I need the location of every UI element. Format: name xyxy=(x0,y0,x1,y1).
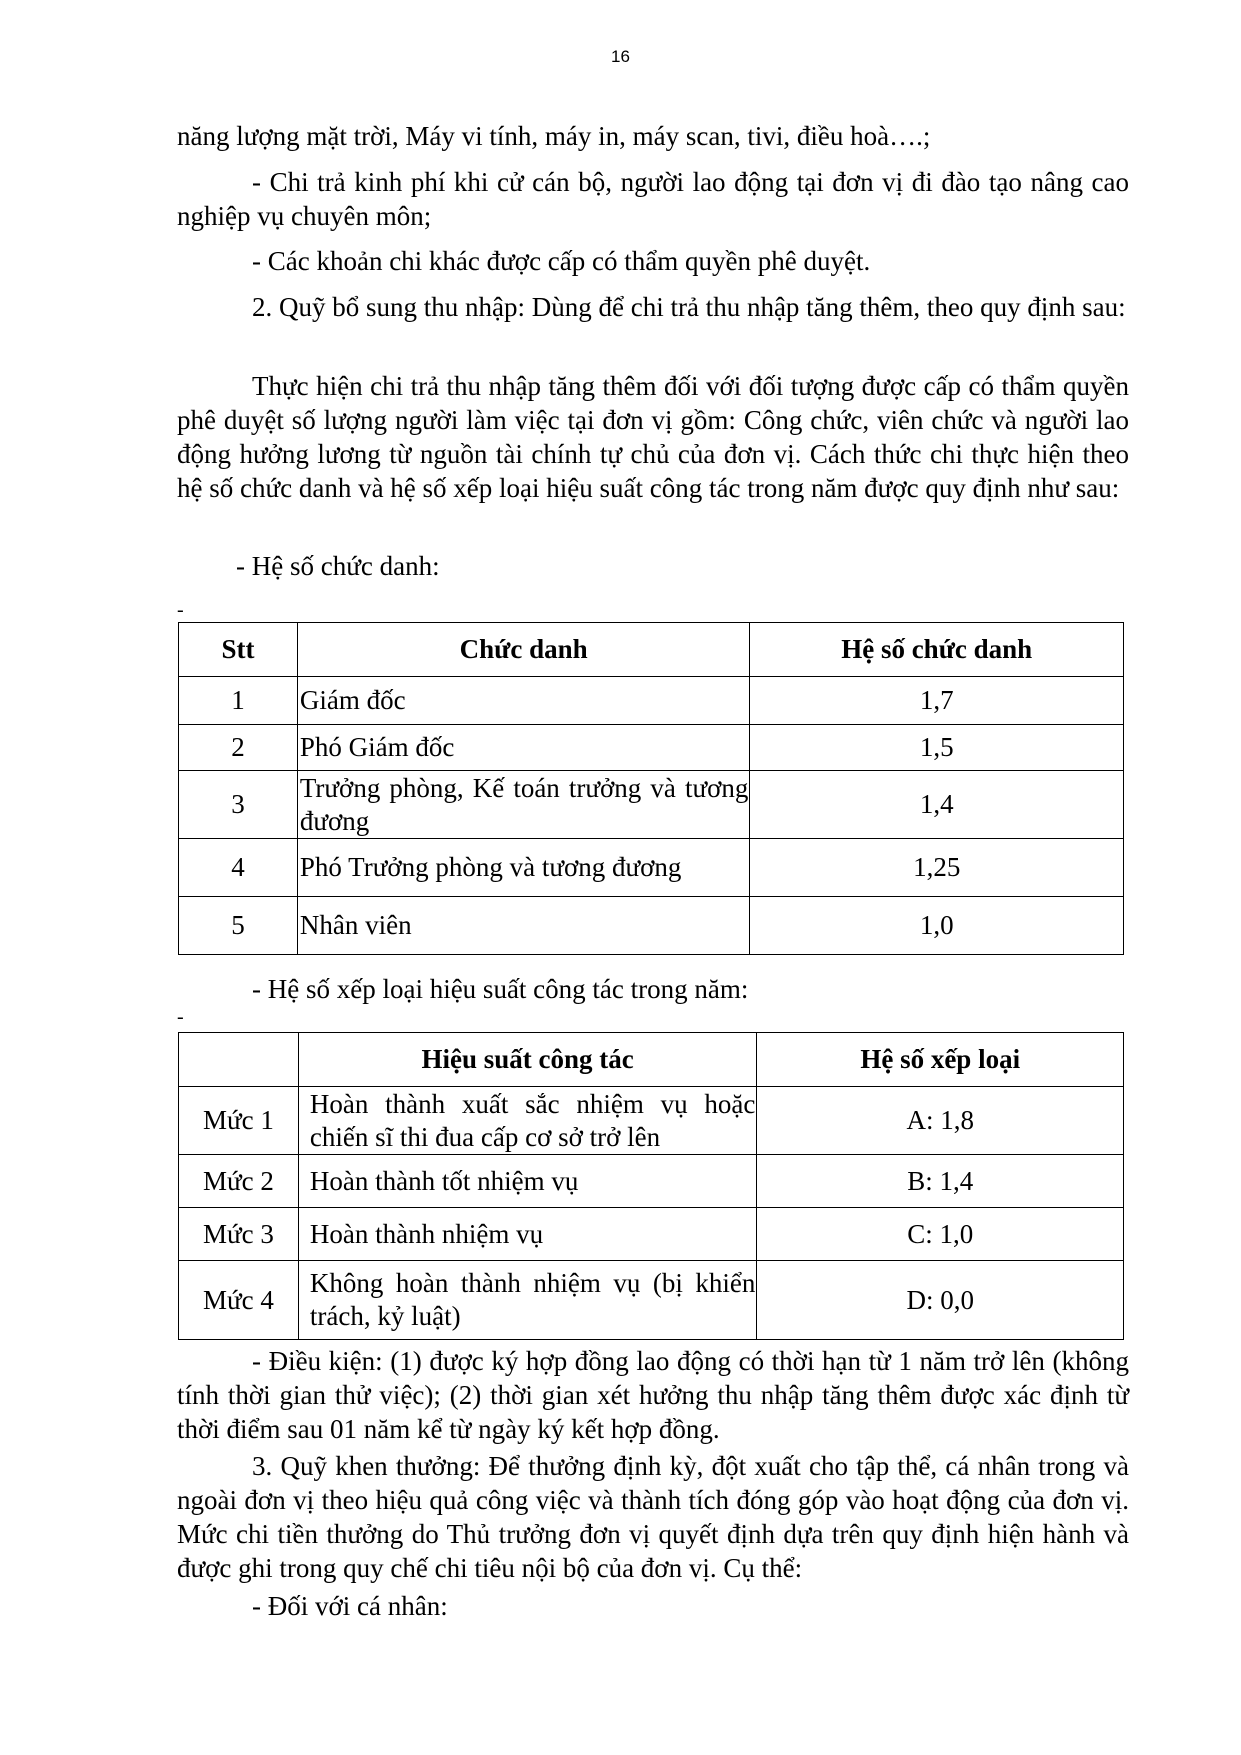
row-performance: Không hoàn thành nhiệm vụ (bị khiển trách, kỷ luật) xyxy=(298,1261,757,1340)
row-title: Nhân viên xyxy=(297,897,750,955)
row-stt: 3 xyxy=(179,771,298,839)
header-performance: Hiệu suất công tác xyxy=(298,1033,757,1087)
performance-rating-table xyxy=(178,1032,1124,1340)
table-row xyxy=(179,839,1124,897)
paragraph-conditions: - Điều kiện: (1) được ký hợp đồng lao động có thời hạn từ 1 năm trở lên (không tính thời gian thử việc); (2) thời gian xét hưởng thu nhập tăng thêm được xác định từ thời điểm sau 01 năm kể từ ngày ký kết hợp đồng. xyxy=(177,1346,1129,1444)
row-level: Mức 3 xyxy=(179,1208,299,1261)
row-rating: A: 1,8 xyxy=(757,1087,1124,1155)
paragraph-individuals: - Đối với cá nhân: xyxy=(252,1591,448,1621)
page-number: 16 xyxy=(611,47,630,66)
paragraph-income-implementation: Thực hiện chi trả thu nhập tăng thêm đối với đối tượng được cấp có thẩm quyền phê duyệt số lượng người làm việc tại đơn vị gồm: Công chức, viên chức và người lao động hưởng lương từ nguồn tài chính tự chủ của đơn vị. Cách thức chi thực hiện theo hệ số chức danh và hệ số xếp loại hiệu suất công tác trong năm được quy định như sau: xyxy=(177,371,1129,503)
row-coefficient: 1,5 xyxy=(750,725,1124,771)
row-performance: Hoàn thành nhiệm vụ xyxy=(298,1208,757,1261)
row-title: Trưởng phòng, Kế toán trưởng và tương đương xyxy=(297,771,750,839)
table-row xyxy=(179,1261,1124,1340)
table-row xyxy=(179,1087,1124,1155)
table-row xyxy=(179,677,1124,725)
row-title: Giám đốc xyxy=(297,677,750,725)
table-row xyxy=(179,1155,1124,1208)
paragraph-equipment-list: năng lượng mặt trời, Máy vi tính, máy in, máy scan, tivi, điều hoà….; xyxy=(177,121,931,151)
row-stt: 2 xyxy=(179,725,298,771)
table-row xyxy=(179,1208,1124,1261)
row-rating: D: 0,0 xyxy=(757,1261,1124,1340)
row-stt: 5 xyxy=(179,897,298,955)
header-stt: Stt xyxy=(179,623,298,677)
table-row xyxy=(179,725,1124,771)
stray-dash-1: - xyxy=(177,599,184,621)
row-level: Mức 2 xyxy=(179,1155,299,1208)
paragraph-income-fund: 2. Quỹ bổ sung thu nhập: Dùng để chi trả thu nhập tăng thêm, theo quy định sau: xyxy=(252,292,1126,322)
row-title: Phó Trưởng phòng và tương đương xyxy=(297,839,750,897)
row-coefficient: 1,7 xyxy=(750,677,1124,725)
row-rating: B: 1,4 xyxy=(757,1155,1124,1208)
row-title: Phó Giám đốc xyxy=(297,725,750,771)
header-level xyxy=(179,1033,299,1087)
row-coefficient: 1,4 xyxy=(750,771,1124,839)
table-header-row xyxy=(179,623,1124,677)
table-row xyxy=(179,771,1124,839)
row-level: Mức 1 xyxy=(179,1087,299,1155)
header-rating-coefficient: Hệ số xếp loại xyxy=(757,1033,1124,1087)
paragraph-other-expenses: - Các khoản chi khác được cấp có thẩm quyền phê duyệt. xyxy=(252,246,871,276)
row-coefficient: 1,25 xyxy=(750,839,1124,897)
header-title: Chức danh xyxy=(297,623,750,677)
header-coefficient: Hệ số chức danh xyxy=(750,623,1124,677)
row-stt: 4 xyxy=(179,839,298,897)
row-stt: 1 xyxy=(179,677,298,725)
row-performance: Hoàn thành xuất sắc nhiệm vụ hoặc chiến sĩ thi đua cấp cơ sở trở lên xyxy=(298,1087,757,1155)
paragraph-title-coefficient-label: - Hệ số chức danh: xyxy=(236,551,440,581)
title-coefficient-table xyxy=(178,622,1124,955)
paragraph-performance-label: - Hệ số xếp loại hiệu suất công tác trong năm: xyxy=(252,974,749,1004)
paragraph-reward-fund: 3. Quỹ khen thưởng: Để thưởng định kỳ, đột xuất cho tập thể, cá nhân trong và ngoài đơn vị theo hiệu quả công việc và thành tích đóng góp vào hoạt động của đơn vị. Mức chi tiền thưởng do Thủ trưởng đơn vị quyết định dựa trên quy định hiện hành và được ghi trong quy chế chi tiêu nội bộ của đơn vị. Cụ thể: xyxy=(177,1451,1129,1583)
paragraph-training-costs: - Chi trả kinh phí khi cử cán bộ, người lao động tại đơn vị đi đào tạo nâng cao nghiệp vụ chuyên môn; xyxy=(177,167,1129,231)
stray-dash-2: - xyxy=(177,1006,184,1028)
row-coefficient: 1,0 xyxy=(750,897,1124,955)
table-row xyxy=(179,897,1124,955)
table-header-row xyxy=(179,1033,1124,1087)
row-performance: Hoàn thành tốt nhiệm vụ xyxy=(298,1155,757,1208)
row-rating: C: 1,0 xyxy=(757,1208,1124,1261)
row-level: Mức 4 xyxy=(179,1261,299,1340)
